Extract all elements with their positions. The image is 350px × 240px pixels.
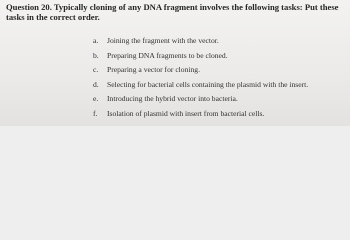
task-list [93, 37, 348, 125]
question-number: Question 20. [6, 2, 52, 12]
task-letter: c. [93, 65, 99, 75]
task-item-c [93, 66, 348, 81]
task-letter: e. [93, 94, 99, 104]
question-text: Typically cloning of any DNA fragment involves the following tasks: Put these tasks in the correct order. [6, 2, 339, 22]
task-letter: a. [93, 36, 99, 45]
task-letter: f. [93, 108, 98, 118]
task-text: Joining the fragment with the vector. [107, 36, 219, 45]
task-text: Preparing DNA fragments to be cloned. [107, 50, 228, 60]
task-text: Isolation of plasmid with insert from bacterial cells. [107, 108, 265, 118]
task-item-d [93, 81, 348, 96]
task-item-f [93, 110, 348, 125]
task-item-a [93, 37, 348, 52]
task-letter: b. [93, 50, 99, 60]
question-header [6, 3, 346, 22]
task-text: Introducing the hybrid vector into bacteria. [107, 94, 238, 104]
task-text: Preparing a vector for cloning. [107, 65, 200, 75]
task-text: Selecting for bacterial cells containing the plasmid with the insert. [107, 79, 309, 89]
task-item-b [93, 52, 348, 67]
task-item-e [93, 95, 348, 110]
task-letter: d. [93, 79, 99, 89]
